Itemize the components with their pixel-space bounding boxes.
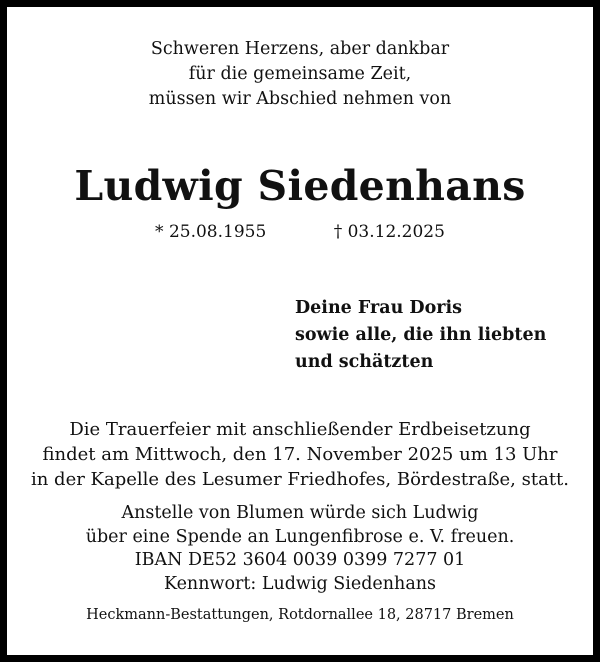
intro-line: für die gemeinsame Zeit,	[188, 64, 412, 84]
deceased-name: Ludwig Siedenhans	[74, 162, 526, 210]
ceremony-line: Die Trauerfeier mit anschließender Erdbeisetzung	[69, 419, 531, 440]
intro-line: Schweren Herzens, aber dankbar	[150, 39, 450, 59]
intro-text	[7, 37, 593, 112]
donation-keyword: Kennwort: Ludwig Siedenhans	[163, 573, 437, 594]
life-dates	[7, 222, 593, 242]
mourner-line: Deine Frau Doris	[295, 298, 462, 318]
donation-line: über eine Spende an Lungenfibrose e. V. freuen.	[85, 526, 515, 547]
donation-line: Anstelle von Blumen würde sich Ludwig	[121, 503, 479, 523]
ceremony-line: findet am Mittwoch, den 17. November 2025 um 13 Uhr	[42, 444, 558, 465]
mourner-line: sowie alle, die ihn liebten	[295, 325, 547, 345]
mourners-signature	[295, 295, 546, 376]
mourner-line: und schätzten	[295, 352, 434, 372]
iban: IBAN DE52 3604 0039 0399 7277 01	[134, 550, 466, 570]
death-date: † 03.12.2025	[333, 222, 445, 242]
intro-line: müssen wir Abschied nehmen von	[148, 89, 452, 109]
donation-info	[7, 502, 593, 596]
undertaker-info: Heckmann-Bestattungen, Rotdornallee 18, 28717 Bremen	[86, 607, 514, 623]
birth-date: * 25.08.1955	[155, 222, 267, 242]
ceremony-line: in der Kapelle des Lesumer Friedhofes, Bördestraße, statt.	[30, 469, 570, 490]
ceremony-info	[7, 417, 593, 492]
